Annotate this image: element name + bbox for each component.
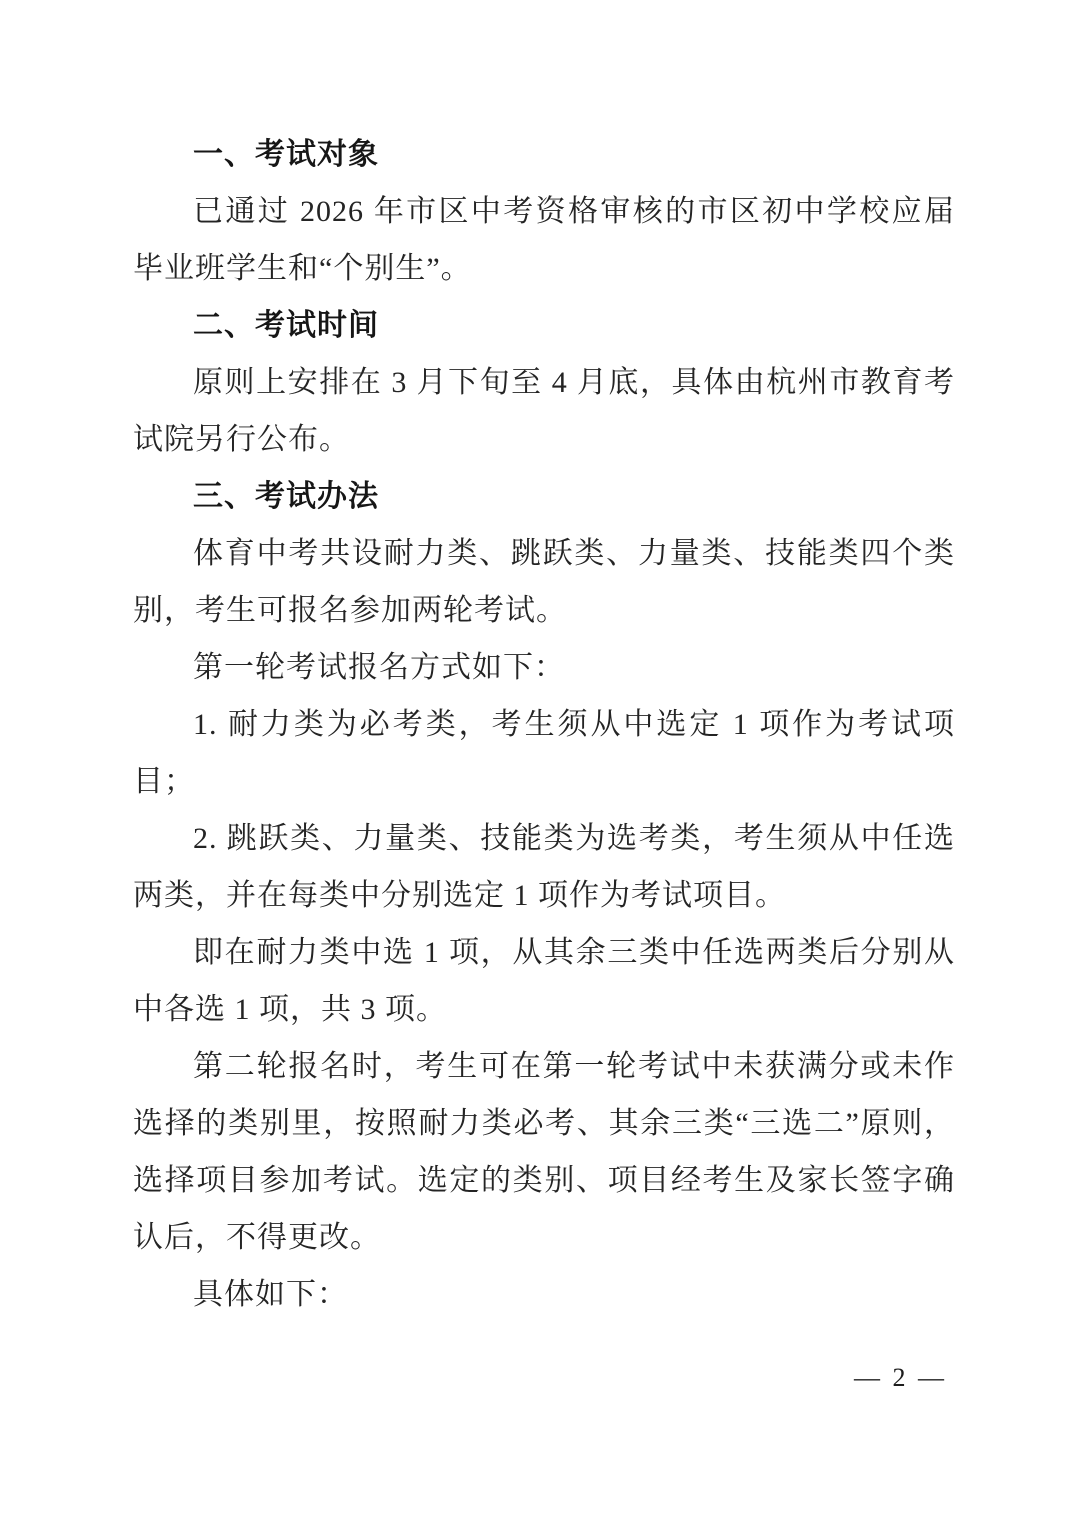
paragraph-list-item-2: 2. 跳跃类、力量类、技能类为选考类，考生须从中任选两类，并在每类中分别选定 1 项作为考试项目。 (133, 822, 955, 912)
document-body (133, 126, 955, 1323)
section-heading-exam-time: 二、考试时间 (193, 309, 379, 342)
section-heading-exam-method: 三、考试办法 (193, 480, 379, 513)
paragraph: 即在耐力类中选 1 项，从其余三类中任选两类后分别从中各选 1 项，共 3 项。 (133, 936, 955, 1026)
paragraph: 体育中考共设耐力类、跳跃类、力量类、技能类四个类别，考生可报名参加两轮考试。 (133, 537, 955, 627)
page-number: — 2 — (854, 1363, 947, 1392)
paragraph-list-item-1: 1. 耐力类为必考类，考生须从中选定 1 项作为考试项目； (133, 708, 955, 798)
paragraph: 已通过 2026 年市区中考资格审核的市区初中学校应届毕业班学生和“个别生”。 (133, 195, 955, 285)
section-heading-exam-candidates: 一、考试对象 (193, 138, 379, 171)
paragraph: 第二轮报名时，考生可在第一轮考试中未获满分或未作选择的类别里，按照耐力类必考、其余三类“三选二”原则，选择项目参加考试。选定的类别、项目经考生及家长签字确认后，不得更改。 (133, 1050, 955, 1254)
paragraph: 第一轮考试报名方式如下： (193, 651, 565, 684)
paragraph: 具体如下： (193, 1278, 348, 1311)
paragraph: 原则上安排在 3 月下旬至 4 月底，具体由杭州市教育考试院另行公布。 (133, 366, 955, 456)
